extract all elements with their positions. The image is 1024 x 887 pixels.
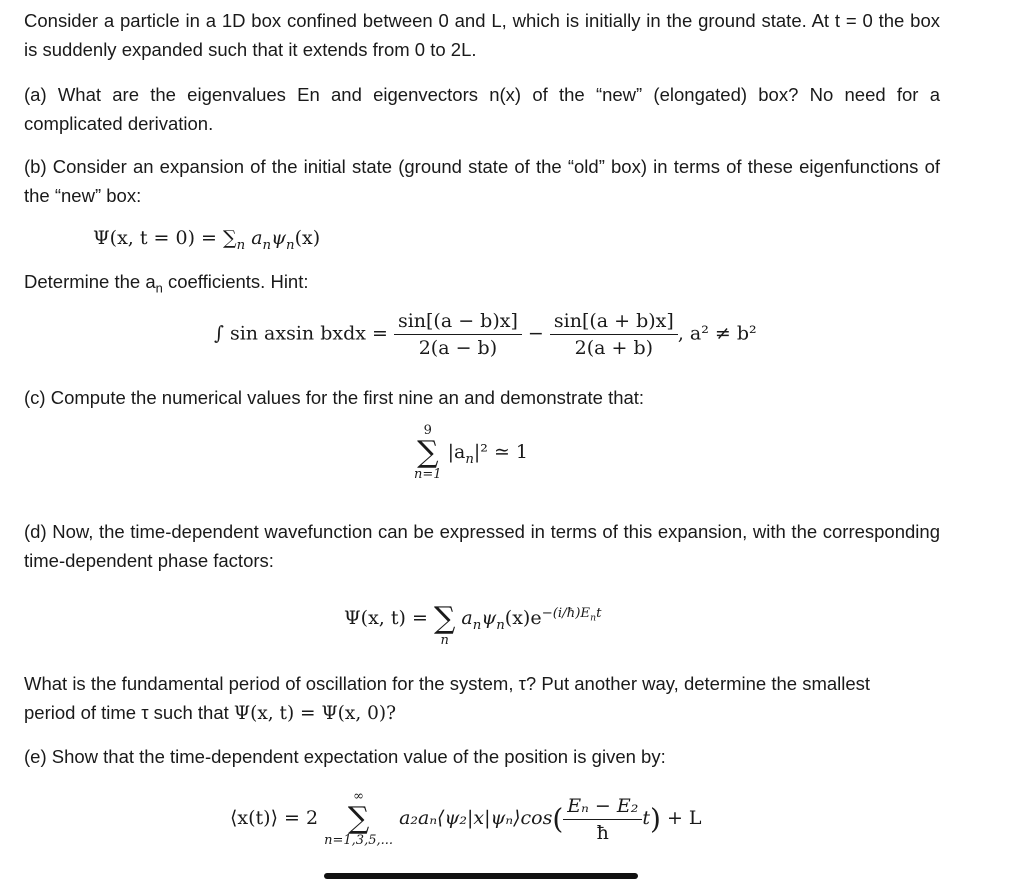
eq-e-body: a₂aₙ⟨ψ₂|x|ψₙ⟩cos <box>399 807 553 829</box>
home-indicator-bar <box>324 873 638 879</box>
intro-paragraph: Consider a particle in a 1D box confined between 0 and L, which is initially in the ground state. At t = 0 the box is suddenly expanded such that it extends from 0 to 2L. <box>24 10 940 60</box>
hint-lhs: ∫ sin axsin bxdx = <box>214 322 388 345</box>
part-d2-line1: What is the fundamental period of oscillation for the system, τ? Put another way, determine the smallest <box>24 673 871 694</box>
part-a-paragraph: (a) What are the eigenvalues En and eigenvectors n(x) of the “new” (elongated) box? No need for a complicated derivation. <box>24 84 940 134</box>
eq-e-fraction: $\frac{\text{Eₙ − E₂}}{ħ}$ <box>563 793 642 846</box>
eq-c-sum: 9 ∑ n=1 <box>414 423 442 482</box>
hint-fraction-2: $\frac{\sin[(a + b)x]}{2(a + b)}$ <box>550 308 678 361</box>
eq-e-sum: ∞ ∑ n=1,3,5,... <box>324 789 394 848</box>
eq-b-sum-sub: n <box>236 237 246 253</box>
equation-b: Ψ(x, $t = 0) = \sum_n$ $a_n\psi_n(x)$ <box>93 227 321 253</box>
hint-condition: , a² ≠ b² <box>677 322 757 345</box>
equation-e: ⟨x(t)⟩ = 2 ∞ ∑ n=1,3,5,... a₂aₙ⟨ψ₂|x|ψₙ⟩cos( $\frac{\text{Eₙ − E₂}}{ħ}$ t) + L <box>230 789 702 848</box>
hint-equation <box>214 308 757 361</box>
eq-e-tail: + L <box>666 807 702 829</box>
equation-d: Ψ(x, t) = ∑ n $a_n\psi_n(x)e^{-(i/ħ)E_nt}$ <box>344 601 602 648</box>
eq-c-body: |a <box>447 441 466 463</box>
part-e-paragraph: (e) Show that the time-dependent expectation value of the position is given by: <box>24 746 666 767</box>
eq-c-tail: |² ≃ 1 <box>473 441 529 463</box>
part-d-paragraph: (d) Now, the time-dependent wavefunction can be expressed in terms of this expansion, with the corresponding time-dependent phase factors: <box>24 521 940 571</box>
hint-minus: − <box>527 322 544 345</box>
eq-e-lhs: ⟨x(t)⟩ = 2 <box>230 807 319 829</box>
part-d2-line2: period of time τ such that Ψ(x, t) = Ψ(x, 0)? <box>24 702 396 724</box>
eq-b-a: a <box>251 227 263 249</box>
eq-d-sum: ∑ n <box>433 601 456 648</box>
hint-fraction-1: $\frac{\sin[(a - b)x]}{2(a - b)}$ <box>394 308 522 361</box>
eq-d-lhs: Ψ(x, t) = <box>344 607 428 629</box>
eq-b-sum: ∑ <box>223 227 237 249</box>
determine-line: Determine the $a_n$ coefficients. Hint: <box>24 271 309 296</box>
part-b-paragraph: (b) Consider an expansion of the initial state (ground state of the “old” box) in terms of these eigenfunctions of the “new” box: <box>24 156 940 206</box>
eq-b-psi: ψ <box>271 227 287 249</box>
part-c-paragraph: (c) Compute the numerical values for the first nine an and demonstrate that: <box>24 387 645 408</box>
equation-c: 9 ∑ n=1 $|a_n|^2$ ≃ 1 <box>414 423 529 482</box>
eq-b-lhs: Ψ(x, t = 0) = <box>93 227 224 249</box>
eq-b-x: (x) <box>294 227 321 249</box>
